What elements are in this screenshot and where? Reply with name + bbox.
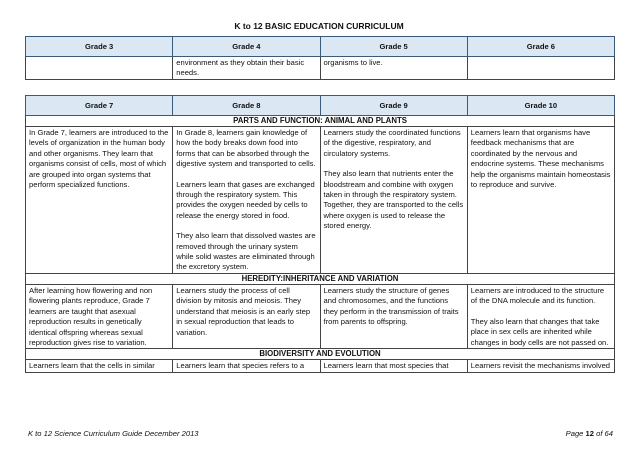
page-suffix: of 64 [596, 429, 613, 438]
paragraph: In Grade 7, learners are introduced to the levels of organization in the human body and other organisms. They learn that organisms consist of cells, most of which are grouped into organ systems that perform specialized functions. [29, 128, 169, 190]
cell-grade-5: organisms to live. [320, 57, 467, 80]
footer-page-number [566, 429, 613, 438]
section-title-parts-and-function: PARTS AND FUNCTION: ANIMAL AND PLANTS [26, 116, 615, 127]
paragraph: Learners learn that the cells in similar [29, 361, 155, 371]
grades-7-10-table [25, 95, 615, 373]
heredity-grade-9 [320, 284, 467, 348]
cell-grade-6 [467, 57, 614, 80]
paragraph: In Grade 8, learners gain knowledge of how the body breaks down food into forms that can be absorbed through the digestive system and transported to cells. [176, 128, 316, 169]
heredity-grade-10 [467, 284, 614, 348]
section-title-biodiversity: BIODIVERSITY AND EVOLUTION [26, 349, 615, 360]
header-grade-9: Grade 9 [320, 96, 467, 116]
header-grade-7: Grade 7 [26, 96, 173, 116]
parts-function-grade-10 [467, 127, 614, 274]
paragraph: Learners learn that organisms have feedback mechanisms that are coordinated by the nervous and endocrine systems. These mechanisms help the organisms maintain homeostasis to reproduce and survive. [470, 128, 611, 190]
header-grade-4: Grade 4 [173, 37, 320, 57]
footer-guide-title: K to 12 Science Curriculum Guide December 2013 [28, 429, 199, 438]
header-grade-8: Grade 8 [173, 96, 320, 116]
header-grade-6: Grade 6 [467, 37, 614, 57]
biodiversity-grade-8 [173, 360, 320, 372]
heredity-grade-8 [173, 284, 320, 348]
paragraph: They also learn that dissolved wastes are removed through the urinary system while solid wastes are eliminated through the excretory system. [176, 231, 316, 272]
paragraph: Learners learn that species refers to a [176, 361, 305, 371]
paragraph: After learning how flowering and non flowering plants reproduce, Grade 7 learners are taught that asexual reproduction results in genetically identical offspring whereas sexual reproduction gives rise to variation. [29, 285, 153, 347]
page-prefix: Page [565, 429, 584, 438]
parts-function-grade-9 [320, 127, 467, 274]
header-grade-3: Grade 3 [26, 37, 173, 57]
paragraph: Learners learn that gases are exchanged through the respiratory system. This provides the oxygen needed by cells to release the energy stored in food. [176, 179, 315, 220]
paragraph: They also learn that nutrients enter the bloodstream and combine with oxygen taken in through the respiratory system. Together, they are transported to the cells where oxygen is used to release the stored energy. [323, 169, 464, 231]
paragraph: Learners study the process of cell division by mitosis and meiosis. They understand that meiosis is an early step in sexual reproduction that leads to variation. [176, 285, 311, 337]
paragraph: Learners study the structure of genes and chromosomes, and the functions they perform in the transmission of traits from parents to offspring. [323, 285, 459, 327]
heredity-grade-7 [26, 284, 173, 348]
header-grade-10: Grade 10 [467, 96, 614, 116]
biodiversity-grade-7 [26, 360, 173, 372]
biodiversity-grade-10 [467, 360, 614, 372]
paragraph: Learners study the coordinated functions of the digestive, respiratory, and circulatory systems. [323, 128, 461, 158]
parts-function-grade-7 [26, 127, 173, 274]
section-title-heredity: HEREDITY:INHERITANCE AND VARIATION [26, 273, 615, 284]
document-title: K to 12 BASIC EDUCATION CURRICULUM [234, 21, 404, 31]
biodiversity-grade-9 [320, 360, 467, 372]
parts-function-grade-8 [173, 127, 320, 274]
paragraph: They also learn that changes that take place in sex cells are inherited while changes in body cells are not passed on. [470, 316, 609, 347]
page-number: 12 [585, 429, 594, 438]
paragraph: Learners are introduced to the structure of the DNA molecule and its function. [470, 285, 605, 306]
header-grade-5: Grade 5 [320, 37, 467, 57]
paragraph: Learners revisit the mechanisms involved [470, 361, 611, 371]
paragraph: Learners learn that most species that [323, 361, 449, 371]
cell-grade-3 [26, 57, 173, 80]
grades-3-6-table [25, 36, 615, 80]
cell-grade-4: environment as they obtain their basic needs. [173, 57, 320, 80]
